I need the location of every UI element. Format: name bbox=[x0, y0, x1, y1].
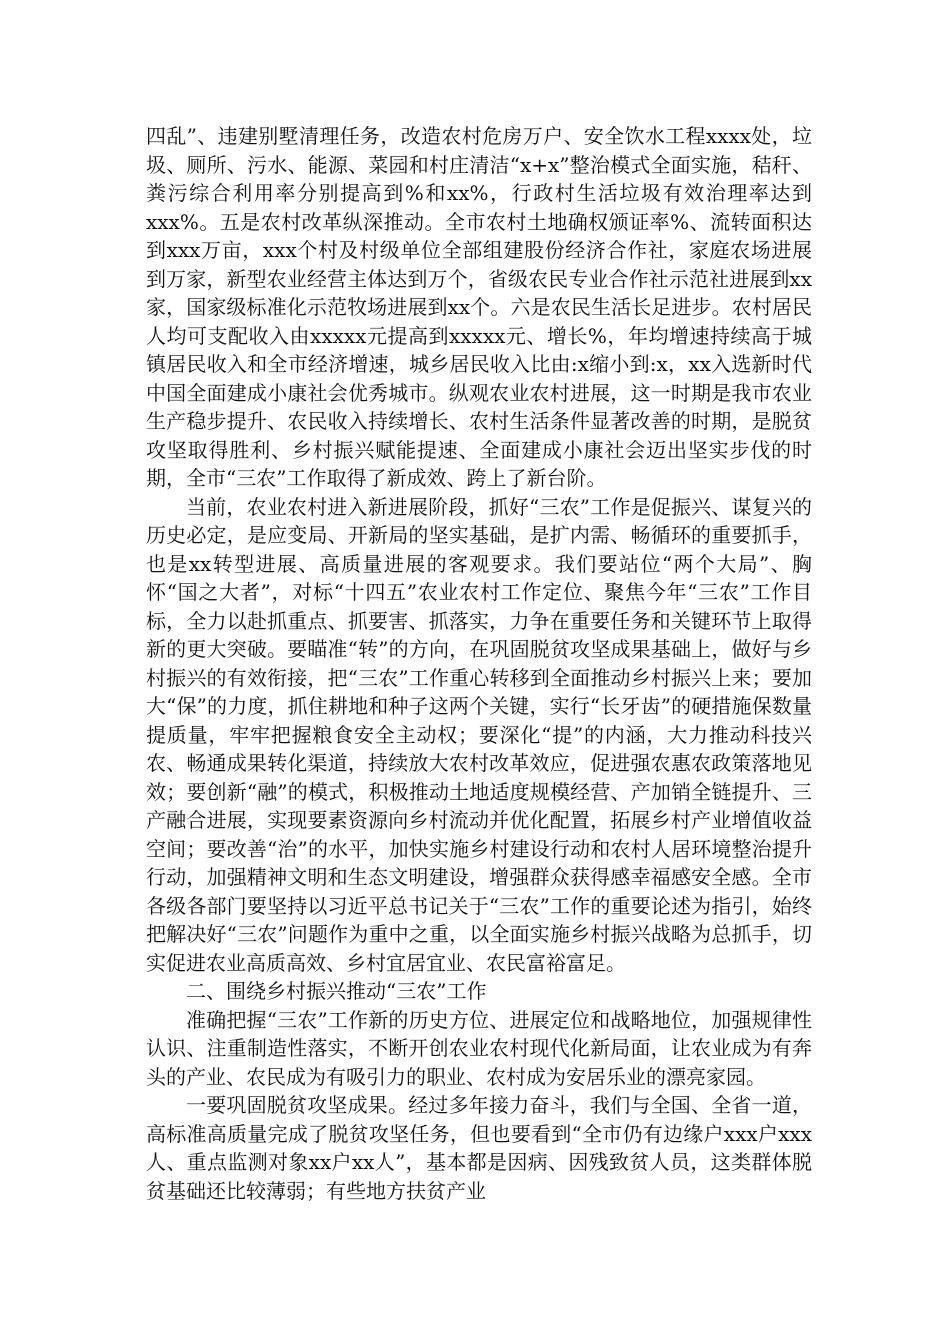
paragraph-section-intro: 准确把握“三农”工作新的历史方位、进展定位和战略地位，加强规律性认识、注重制造性落实，不断开创农业农村现代化新局面，让农业成为有奔头的产业、农民成为有吸引力的职业、农村成为安居乐业的漂亮家园。 bbox=[146, 1007, 812, 1089]
section-heading: 二、围绕乡村振兴推动“三农”工作 bbox=[186, 979, 487, 1003]
paragraph-current-stage: 当前，农业农村进入新进展阶段，抓好“三农”工作是促振兴、谋复兴的历史必定，是应变局、开新局的坚实基础，是扩内需、畅循环的重要抓手，也是xx转型进展、高质量进展的客观要求。我们要站位“两个大局”、胸怀“国之大者”，对标“十四五”农业农村工作定位、聚焦今年“三农”工作目标，全力以赴抓重点、抓要害、抓落实，力争在重要任务和关键环节上取得新的更大突破。要瞄准“转”的方向，在巩固脱贫攻坚成果基础上，做好与乡村振兴的有效衔接，把“三农”工作重心转移到全面推动乡村振兴上来；要加大“保”的力度，抓住耕地和种子这两个关键，实行“长牙齿”的硬措施保数量提质量，牢牢把握粮食安全主动权；要深化“提”的内涵，大力推动科技兴农、畅通成果转化渠道，持续放大农村改革效应，促进强农惠农政策落地见效；要创新“融”的模式，积极推动土地适度规模经营、产加销全链提升、三产融合进展，实现要素资源向乡村流动并优化配置，拓展乡村产业增值收益空间；要改善“治”的水平，加快实施乡村建设行动和农村人居环境整治提升行动，加强精神文明和生态文明建设，增强群众获得感幸福感安全感。全市各级各部门要坚持以习近平总书记关于“三农”工作的重要论述为指引，始终把解决好“三农”问题作为重中之重，以全面实施乡村振兴战略为总抓手，切实促进农业高质高效、乡村宜居宜业、农民富裕富足。 bbox=[146, 494, 812, 975]
paragraph-continued: 四乱”、违建别墅清理任务，改造农村危房万户、安全饮水工程xxxx处，垃圾、厕所、污水、能源、菜园和村庄清洁“x+x”整治模式全面实施，秸秆、粪污综合利用率分别提高到%和xx%，行政村生活垃圾有效治理率达到xxx%。五是农村改革纵深推动。全市农村土地确权颁证率%、流转面积达到xxx万亩，xxx个村及村级单位全部组建股份经济合作社，家庭农场进展到万家，新型农业经营主体达到万个，省级农民专业合作社示范社进展到xx家，国家级标准化示范牧场进展到xx个。六是农民生活长足进步。农村居民人均可支配收入由xxxxx元提高到xxxxx元、增长%，年均增速持续高于城镇居民收入和全市经济增速，城乡居民收入比由:x缩小到:x，xx入选新时代中国全面建成小康社会优秀城市。纵观农业农村进展，这一时期是我市农业生产稳步提升、农民收入持续增长、农村生活条件显著改善的时期，是脱贫攻坚取得胜利、乡村振兴赋能提速、全面建成小康社会迈出坚实步伐的时期，全市“三农”工作取得了新成效、跨上了新台阶。 bbox=[146, 124, 812, 490]
paragraph-consolidate-results: 一要巩固脱贫攻坚成果。经过多年接力奋斗，我们与全国、全省一道，高标准高质量完成了脱贫攻坚任务，但也要看到“全市仍有边缘户xxx户xxx人、重点监测对象xx户xx人”，基本都是因病、因残致贫人员，这类群体脱贫基础还比较薄弱；有些地方扶贫产业 bbox=[146, 1093, 812, 1203]
document-body bbox=[146, 122, 812, 1205]
